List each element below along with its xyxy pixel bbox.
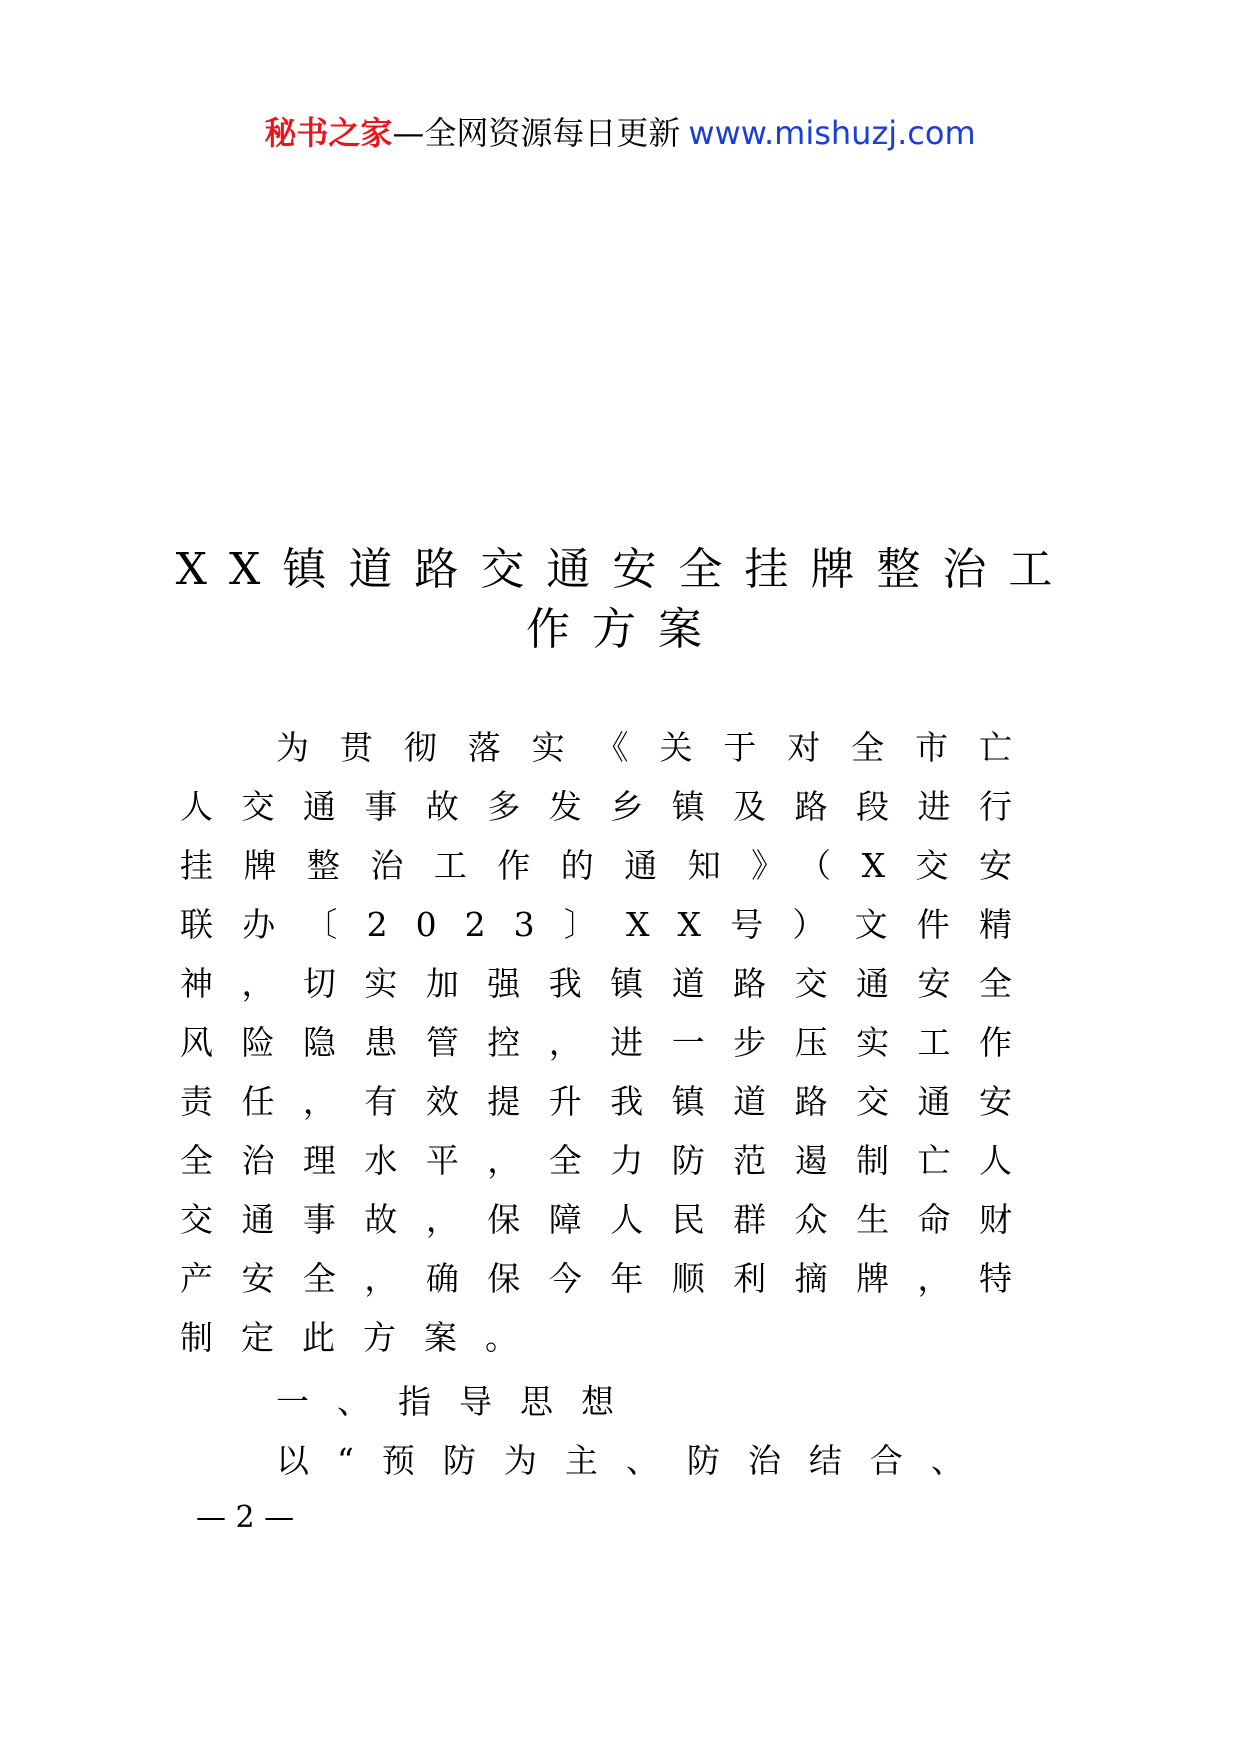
- intro-paragraph: 为贯彻落实《关于对全市亡人交通事故多发乡镇及路段进行挂牌整治工作的通知》（X交安联办〔2023〕XX号）文件精神，切实加强我镇道路交通安全风险隐患管控，进一步压实工作责任，有效提升我镇道路交通安全治理水平，全力防范遏制亡人交通事故，保障人民群众生命财产安全，确保今年顺利摘牌，特制定此方案。: [180, 728, 1040, 1357]
- site-watermark-header: [0, 108, 1240, 158]
- page-number: — 2 —: [196, 1500, 295, 1535]
- brand-name: 秘书之家: [264, 114, 393, 152]
- title-line-1: XX镇道路交通安全挂牌整治工: [175, 544, 1075, 595]
- title-line-2: 作方案: [526, 604, 724, 655]
- section-heading-guiding-ideology: 一、指导思想: [276, 1382, 642, 1421]
- brand-slogan: —全网资源每日更新: [392, 114, 681, 152]
- section-paragraph: 以“预防为主、防治结合、: [276, 1441, 992, 1480]
- site-url: www.mishuzj.com: [688, 114, 976, 152]
- document-title: [175, 540, 1075, 660]
